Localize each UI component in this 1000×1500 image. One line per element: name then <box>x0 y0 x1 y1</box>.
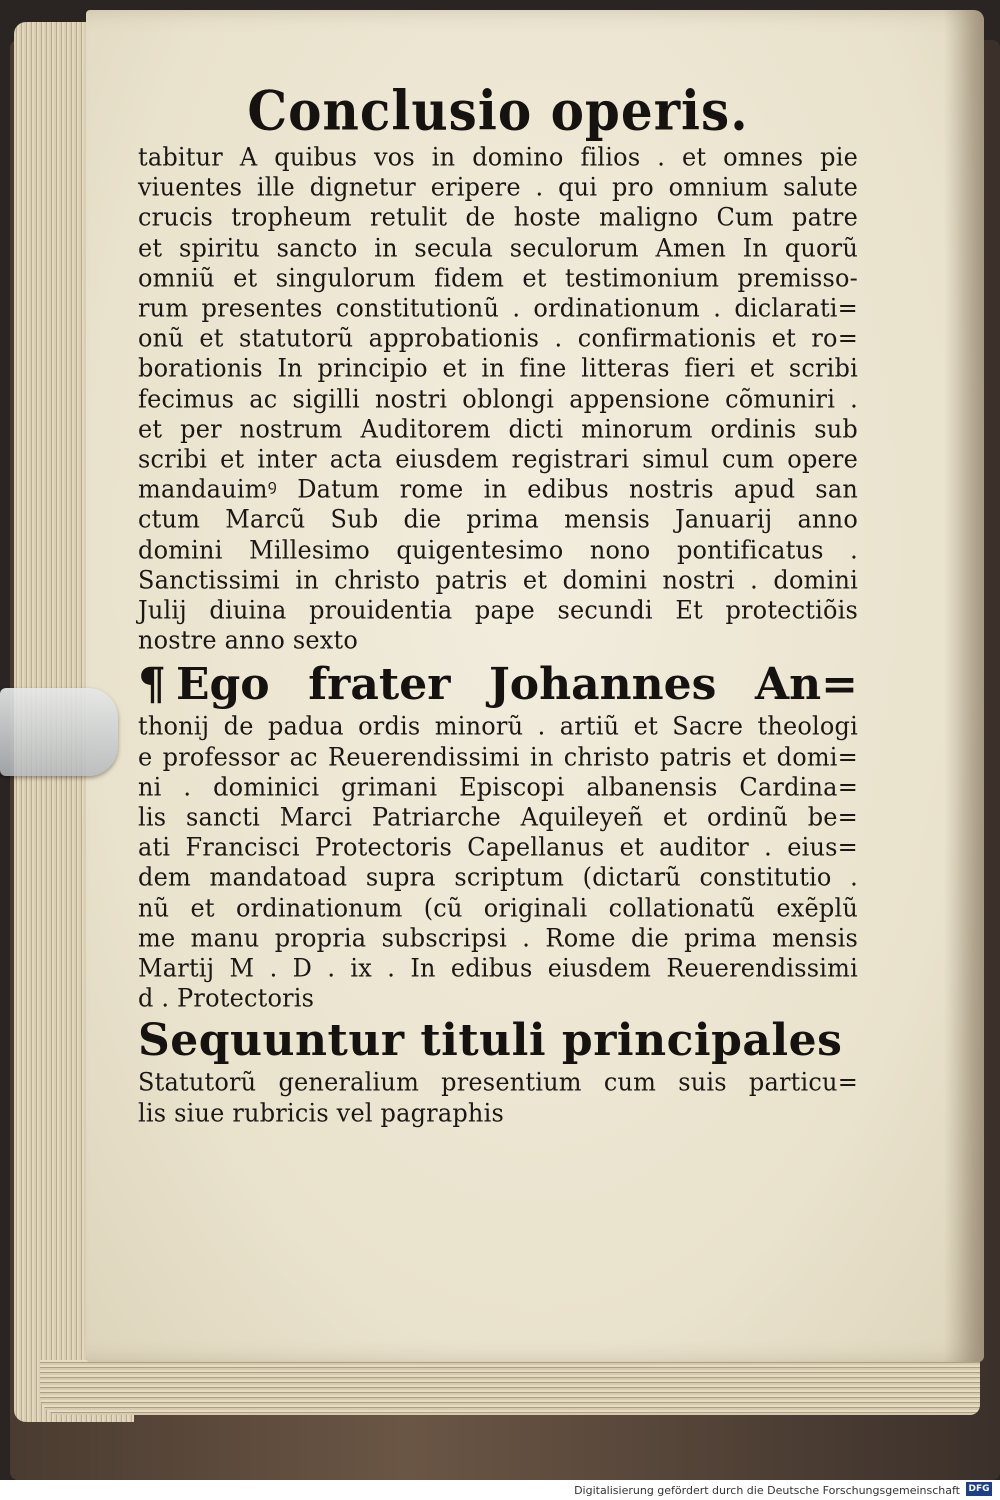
funding-credit: Digitalisierung gefördert durch die Deutsche Forschungsgemeinschaft <box>574 1484 960 1497</box>
text-line: tabitur A quibus vos in domino filios . et omnes pie <box>138 142 858 172</box>
paragraph-mark: ¶ <box>138 659 166 711</box>
text-line: e professor ac Reuerendissimi in christo patris et domi= <box>138 741 858 772</box>
text-line: dem mandatoad supra scriptum (dictarũ constitutio . <box>138 862 858 893</box>
text-line: omniũ et singulorum fidem et testimonium premisso- <box>138 263 858 293</box>
text-line: Julij diuina prouidentia pape secundi Et protectiõis <box>138 595 858 625</box>
paragraph-1 <box>138 142 858 655</box>
text-line: lis siue rubricis vel pagraphis <box>138 1097 504 1128</box>
text-line: ctum Marcũ Sub die prima mensis Januarij anno <box>138 504 858 535</box>
text-line: rum presentes constitutionũ . ordinationum . diclarati= <box>138 293 858 323</box>
paragraph-2-opening <box>138 659 858 711</box>
text-line: viuentes ille dignetur eripere . qui pro omnium salute <box>138 172 858 202</box>
section-subheading: Sequuntur tituli principales <box>138 1015 843 1067</box>
page-text <box>138 78 858 1128</box>
text-line: scribi et inter acta eiusdem registrari simul cum opere <box>138 444 858 474</box>
paragraph-3 <box>138 1067 858 1127</box>
text-line: et spiritu sancto in secula seculorum Amen In quorũ <box>138 232 858 263</box>
text-line: lis sancti Marci Patriarche Aquileyeñ et ordinũ be= <box>138 802 858 832</box>
text-line: Statutorũ generalium presentium cum suis particu= <box>138 1067 858 1098</box>
page-edges-bottom <box>40 1360 980 1415</box>
paragraph-2-opening-text: Ego frater Johannes An= <box>176 659 858 711</box>
dfg-logo-icon: DFG <box>966 1482 992 1496</box>
text-line: ni . dominici grimani Episcopi albanensis Cardina= <box>138 772 858 802</box>
text-line: thonij de padua ordis minorũ . artiũ et Sacre theologi <box>138 711 858 742</box>
text-line: borationis In principio et in fine litteras fieri et scribi <box>138 353 858 384</box>
text-line: nostre anno sexto <box>138 625 359 655</box>
text-line: et per nostrum Auditorem dicti minorum ordinis sub <box>138 414 858 444</box>
text-line: Martij M . D . ix . In edibus eiusdem Reuerendissimi <box>138 953 858 983</box>
page-heading: Conclusio operis. <box>247 78 749 143</box>
text-line: fecimus ac sigilli nostri oblongi appensione cõmuniri . <box>138 383 858 414</box>
text-line: domini Millesimo quigentesimo nono pontificatus . <box>138 534 858 565</box>
text-line: nũ et ordinationum (cũ originali collationatũ exẽplũ <box>138 892 858 923</box>
text-line: onũ et statutorũ approbationis . confirmationis et ro= <box>138 323 858 353</box>
text-line: d . Protectoris <box>138 983 315 1013</box>
text-line: me manu propria subscripsi . Rome die prima mensis <box>138 923 858 953</box>
text-line: ati Francisci Protectoris Capellanus et auditor . eius= <box>138 832 858 862</box>
text-line: mandauimꝰ Datum rome in edibus nostris apud san <box>138 474 858 504</box>
text-line: crucis tropheum retulit de hoste maligno Cum patre <box>138 202 858 233</box>
text-line: Sanctissimi in christo patris et domini nostri . domini <box>138 565 858 595</box>
bookmark-tab <box>0 688 118 776</box>
paragraph-2 <box>138 711 858 1013</box>
gutter-shadow <box>944 10 984 1362</box>
